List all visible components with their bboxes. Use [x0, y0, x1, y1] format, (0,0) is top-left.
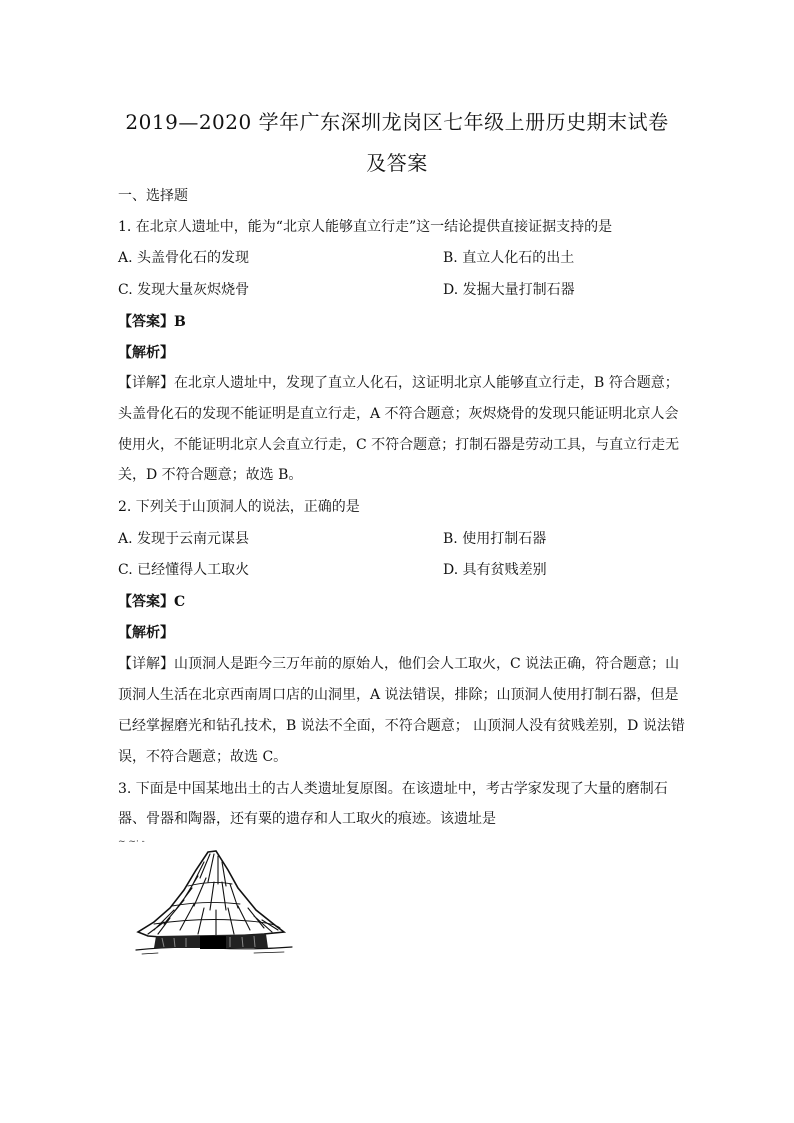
- q1-detail-line: 使用火，不能证明北京人会直立行走，C 不符合题意；打制石器是劳动工具，与直立行走无: [118, 437, 680, 453]
- q2-option-a: A. 发现于云南元谋县: [118, 531, 250, 547]
- q3-stem-line: 器、骨器和陶器，还有粟的遗存和人工取火的痕迹。该遗址是: [118, 811, 496, 827]
- q2-detail-line: 【详解】山顶洞人是距今三万年前的原始人，他们会人工取火，C 说法正确，符合题意；山: [118, 656, 680, 672]
- q2-answer: 【答案】C: [118, 594, 186, 610]
- q1-detail-line: 【详解】在北京人遗址中，发现了直立人化石，这证明北京人能够直立行走，B 符合题意；: [118, 375, 679, 391]
- q1-stem: 1. 在北京人遗址中，能为“北京人能够直立行走”这一结论提供直接证据支持的是: [118, 219, 613, 235]
- q1-option-d: D. 发掘大量打制石器: [443, 282, 575, 298]
- q2-stem: 2. 下列关于山顶洞人的说法，正确的是: [118, 499, 360, 515]
- document-title-line2: 及答案: [366, 151, 428, 175]
- q1-option-b: B. 直立人化石的出土: [443, 250, 575, 266]
- q3-stem-line: 3. 下面是中国某地出土的古人类遗址复原图。在该遗址中，考古学家发现了大量的磨制石: [118, 781, 668, 797]
- section-heading: 一、选择题: [118, 188, 188, 204]
- q1-detail-line: 关，D 不符合题意；故选 B。: [118, 467, 303, 483]
- q2-option-b: B. 使用打制石器: [443, 531, 547, 547]
- q2-detail-line: 顶洞人生活在北京西南周口店的山洞里，A 说法错误，排除；山顶洞人使用打制石器，但是: [118, 687, 679, 703]
- q1-option-a: A. 头盖骨化石的发现: [118, 250, 250, 266]
- scan-marks: ~ ~· -: [118, 837, 145, 847]
- q1-answer: 【答案】B: [118, 314, 186, 330]
- q2-detail-line: 已经掌握磨光和钻孔技术，B 说法不全面，不符合题意； 山顶洞人没有贫贱差别，D 说法错: [118, 718, 685, 734]
- q1-analysis-label: 【解析】: [118, 345, 174, 361]
- q2-option-c: C. 已经懂得人工取火: [118, 562, 250, 578]
- q2-analysis-label: 【解析】: [118, 625, 174, 641]
- document-title-line1: 2019—2020 学年广东深圳龙岗区七年级上册历史期末试卷: [125, 110, 669, 134]
- q2-detail-line: 误，不符合题意；故选 C。: [118, 749, 288, 765]
- hut-illustration: [134, 848, 294, 958]
- q1-option-c: C. 发现大量灰烬烧骨: [118, 282, 250, 298]
- q1-detail-line: 头盖骨化石的发现不能证明是直立行走，A 不符合题意；灰烬烧骨的发现只能证明北京人会: [118, 406, 679, 422]
- q2-option-d: D. 具有贫贱差别: [443, 562, 547, 578]
